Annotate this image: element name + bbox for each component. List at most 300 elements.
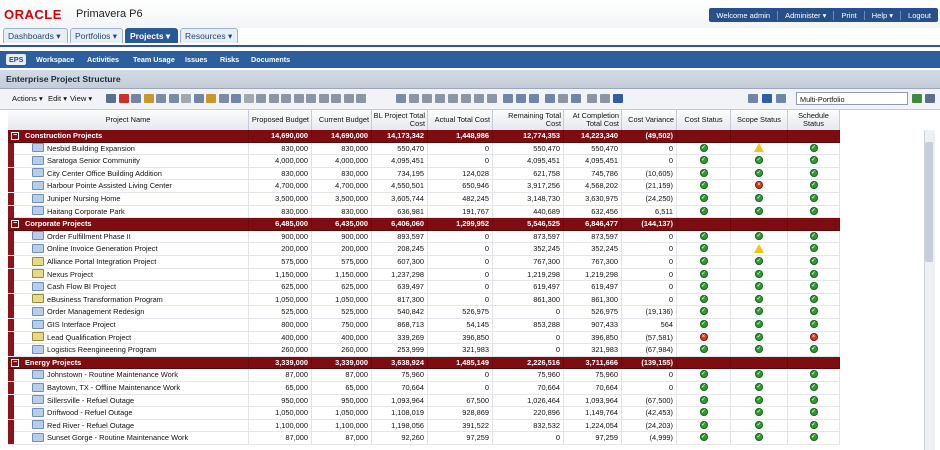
toolbar-icon-button[interactable] [319,94,329,103]
column-header-3[interactable]: BL Project Total Cost [372,110,428,130]
status-cell [731,193,788,205]
ok-status-icon: ✓ [756,232,762,239]
value-cell: 907,433 [564,319,622,331]
project-name-cell [8,420,249,432]
project-name[interactable]: Alliance Portal Integration Project [47,257,157,266]
nav-tab-1[interactable]: Portfolios ▾ [70,28,123,43]
value-cell: 200,000 [312,243,372,255]
value-cell: 830,000 [312,168,372,180]
status-cell [731,155,788,167]
value-cell: 0 [493,344,564,356]
value-cell: 14,173,342 [372,130,428,142]
value-cell: 391,522 [428,420,493,432]
nav-tab-2[interactable]: Projects ▾ [125,28,178,43]
page-title-bar [0,70,940,89]
subtab-2[interactable]: Activities [87,55,119,64]
status-cell [677,143,731,155]
eps-level-bar [8,432,14,444]
value-cell: 1,093,964 [372,395,428,407]
project-name[interactable]: Johnstown - Routine Maintenance Work [47,370,178,380]
table-row[interactable] [8,180,840,193]
value-cell: 861,300 [564,294,622,306]
oracle-logo: ORACLE [4,7,62,22]
project-folder-icon [32,282,44,291]
value-cell: 1,219,298 [493,269,564,281]
project-name[interactable]: Order Management Redesign [47,307,145,317]
value-cell: 3,630,975 [564,193,622,205]
project-name[interactable]: Construction Projects [25,131,103,140]
status-cell [677,256,731,268]
toolbar-icon-button[interactable] [529,94,539,103]
ok-status-icon: ✓ [810,195,817,202]
value-cell: 550,470 [564,143,622,155]
sub-nav [0,51,940,68]
table-row[interactable] [8,294,840,307]
toolbar-icon-button[interactable] [281,94,291,103]
value-cell: 900,000 [249,231,312,243]
column-header-8[interactable]: Cost Status [677,110,731,130]
table-row[interactable] [8,407,840,420]
toolbar-menu-2[interactable]: View ▾ [70,94,93,103]
project-name-cell [8,269,249,281]
table-row[interactable] [8,206,840,219]
group-row[interactable] [8,218,840,231]
status-cell [677,281,731,293]
project-name[interactable]: Juniper Nursing Home [47,194,121,203]
toolbar-icon-button[interactable] [181,94,191,103]
userbar-item-2[interactable]: Print [833,11,863,20]
project-name[interactable]: Nesbid Building Expansion [47,143,135,153]
warning-status-icon [754,143,764,152]
status-cell [677,168,731,180]
project-name[interactable]: Baytown, TX - Offline Maintenance Work [47,383,181,392]
project-name[interactable]: Sillersville - Refuel Outage [47,395,135,405]
value-cell: 1,100,000 [249,420,312,432]
value-cell: 550,470 [493,143,564,155]
value-cell: 0 [622,269,677,281]
value-cell: 3,638,924 [372,357,428,369]
table-row[interactable] [8,155,840,168]
value-cell: 6,435,000 [312,218,372,230]
value-cell: 830,000 [312,143,372,155]
toolbar-menu-0[interactable]: Actions ▾ [12,94,43,103]
project-folder-icon [32,383,44,392]
value-cell: 0 [622,143,677,155]
value-cell: 6,511 [622,206,677,218]
table-row[interactable] [8,243,840,256]
status-cell [677,395,731,407]
project-name[interactable]: Online Invoice Generation Project [47,244,158,254]
value-cell: (42,453) [622,407,677,419]
project-name[interactable]: City Center Office Building Addition [47,168,162,178]
ok-status-icon: ✓ [756,333,762,340]
project-folder-icon [32,420,44,429]
toolbar-icon-button[interactable] [448,94,458,103]
value-cell: (139,155) [622,357,677,369]
status-cell [677,420,731,432]
toolbar-icon-button[interactable] [169,94,179,103]
project-name[interactable]: Sunset Gorge - Routine Maintenance Work [47,433,189,443]
table-row[interactable] [8,319,840,332]
value-cell: 0 [428,369,493,381]
subtab-3[interactable]: Team Usage [133,55,175,64]
project-folder-icon [32,370,44,379]
table-row[interactable] [8,269,840,282]
ok-status-icon: ✓ [700,396,707,403]
toolbar-icon-button[interactable] [422,94,432,103]
toolbar-icon-button[interactable] [587,94,597,103]
ok-status-icon: ✓ [810,308,817,315]
value-cell: 1,026,464 [493,395,564,407]
project-name-cell [8,256,249,268]
userbar-item-3[interactable]: Help ▾ [864,11,900,20]
toolbar-menu-1[interactable]: Edit ▾ [48,94,68,103]
column-header-9[interactable]: Scope Status [731,110,788,130]
value-cell: 6,406,060 [372,218,428,230]
value-cell: 526,975 [428,306,493,318]
status-cell [788,332,840,344]
value-cell: 3,339,000 [249,357,312,369]
ok-status-icon: ✓ [700,270,707,277]
toolbar-icon-button[interactable] [206,94,216,103]
ok-status-icon: ✓ [810,421,817,428]
table-row[interactable] [8,332,840,345]
table-row[interactable] [8,281,840,294]
group-row[interactable] [8,130,840,143]
value-cell: 575,000 [249,256,312,268]
value-cell: 830,000 [312,206,372,218]
table-row[interactable] [8,382,840,395]
toolbar-icon-button[interactable] [244,94,254,103]
toolbar-icon-button[interactable] [435,94,445,103]
value-cell: 0 [622,243,677,255]
project-name-cell [8,281,249,293]
project-name[interactable]: eBusiness Transformation Program [47,294,163,304]
table-row[interactable] [8,420,840,433]
value-cell: 1,093,964 [564,395,622,407]
value-cell: 3,605,744 [372,193,428,205]
toolbar-icon-button[interactable] [306,94,316,103]
value-cell: 0 [428,281,493,293]
value-cell: 0 [428,155,493,167]
value-cell: 1,448,986 [428,130,493,142]
status-cell [677,369,731,381]
value-cell: 0 [622,155,677,167]
project-folder-icon [32,320,44,329]
project-name-cell [8,407,249,419]
status-cell [731,332,788,344]
value-cell: 396,850 [428,332,493,344]
ok-status-icon: ✓ [756,384,762,391]
eps-level-bar [8,407,14,419]
table-row[interactable] [8,432,840,445]
eps-level-bar [8,243,14,255]
ok-status-icon: ✓ [700,308,707,315]
value-cell: (19,136) [622,306,677,318]
toolbar-icon-button[interactable] [106,94,116,103]
project-name[interactable]: Nexus Project [47,269,94,279]
value-cell: 0 [622,231,677,243]
table-row[interactable] [8,168,840,181]
ok-status-icon: ✓ [756,270,762,277]
status-cell [677,193,731,205]
toolbar-icon-button[interactable] [269,94,279,103]
value-cell: 632,456 [564,206,622,218]
column-header-7[interactable]: Cost Variance [622,110,677,130]
value-cell: 75,960 [564,369,622,381]
project-name[interactable]: Energy Projects [25,357,82,367]
table-row[interactable] [8,306,840,319]
nav-tab-3[interactable]: Resources ▾ [180,28,238,43]
ok-status-icon: ✓ [756,396,762,403]
value-cell: 14,690,000 [249,130,312,142]
table-row[interactable] [8,231,840,244]
ok-status-icon: ✓ [810,232,817,239]
ok-status-icon: ✓ [756,283,762,290]
toolbar-icon-button[interactable] [600,94,610,103]
column-header-0[interactable]: Project Name [8,110,249,130]
nav-tab-0[interactable]: Dashboards ▾ [3,28,68,43]
value-cell: (24,250) [622,193,677,205]
ok-status-icon: ✓ [700,207,707,214]
toolbar-icon-button[interactable] [487,94,497,103]
value-cell: 767,300 [493,256,564,268]
eps-level-bar [8,231,14,243]
ok-status-icon: ✓ [810,321,817,328]
project-name[interactable]: GIS Interface Project [47,320,116,329]
column-header-2[interactable]: Current Budget [312,110,372,130]
eps-level-bar [8,420,14,432]
status-cell [788,432,840,444]
status-cell [677,382,731,394]
eps-level-bar [8,382,14,394]
status-cell [788,193,840,205]
project-folder-icon [32,433,44,442]
toolbar-icon-button[interactable] [396,94,406,103]
value-cell: (24,203) [622,420,677,432]
toolbar-icon-button[interactable] [119,94,129,103]
subtab-5[interactable]: Risks [220,55,240,64]
main-nav [0,28,940,47]
value-cell: 482,245 [428,193,493,205]
project-name[interactable]: Cash Flow BI Project [47,282,117,292]
status-cell [731,357,788,369]
value-cell: 54,145 [428,319,493,331]
project-name[interactable]: Harbour Pointe Assisted Living Center [47,181,172,191]
eps-level-bar [8,143,14,155]
status-cell [788,218,840,230]
ok-status-icon: ✓ [810,245,817,252]
column-header-10[interactable]: Schedule Status [788,110,840,130]
status-cell [788,281,840,293]
toolbar-icon-button[interactable] [545,94,555,103]
value-cell: 0 [428,294,493,306]
toolbar-icon-button[interactable] [474,94,484,103]
ok-status-icon: ✓ [700,384,707,391]
ok-status-icon: ✓ [700,434,707,441]
page-title: Enterprise Project Structure [6,74,121,84]
column-header-6[interactable]: At Completion Total Cost [564,110,622,130]
value-cell: 4,700,000 [249,180,312,192]
project-name[interactable]: Red River - Refuel Outage [47,420,135,430]
value-cell: 1,150,000 [249,269,312,281]
project-name[interactable]: Logistics Reengineering Program [47,345,157,355]
project-name-cell [8,357,249,369]
value-cell: 767,300 [564,256,622,268]
toolbar-icon-button[interactable] [344,94,354,103]
value-cell: 400,000 [312,332,372,344]
collapse-toggle-icon[interactable]: − [12,220,18,228]
value-cell: 3,917,256 [493,180,564,192]
subtab-4[interactable]: Issues [185,55,208,64]
toolbar-icon-button[interactable] [613,94,623,103]
project-name[interactable]: Lead Qualification Project [47,332,132,342]
status-cell [677,243,731,255]
value-cell: 0 [493,306,564,318]
table-row[interactable] [8,193,840,206]
toolbar-icon-button[interactable] [156,94,166,103]
value-cell: 0 [493,332,564,344]
project-name[interactable]: Haitang Corporate Park [47,206,125,216]
status-cell [731,395,788,407]
toolbar-icon-button[interactable] [144,94,154,103]
toolbar-icon-button[interactable] [231,94,241,103]
value-cell: 0 [428,143,493,155]
value-cell: 1,050,000 [312,407,372,419]
scrollbar-thumb[interactable] [925,142,933,262]
toolbar-icon-button[interactable] [331,94,341,103]
toolbar-icon-button[interactable] [294,94,304,103]
table-row[interactable] [8,344,840,357]
status-cell [731,319,788,331]
toolbar-icon-button[interactable] [571,94,581,103]
table-row[interactable] [8,395,840,408]
workflow-project-icon [32,269,44,278]
ok-status-icon: ✓ [756,434,762,441]
table-row[interactable] [8,143,840,156]
column-header-4[interactable]: Actual Total Cost [428,110,493,130]
workflow-project-icon [32,257,44,266]
status-cell [731,206,788,218]
table-row[interactable] [8,256,840,269]
toolbar-icon-button[interactable] [256,94,266,103]
status-cell [788,407,840,419]
workflow-project-icon [32,294,44,303]
eps-level-bar [8,319,14,331]
value-cell: 873,597 [564,231,622,243]
status-cell [788,382,840,394]
layout-icon-button[interactable] [776,94,786,103]
value-cell: (67,984) [622,344,677,356]
subtab-1[interactable]: Workspace [36,55,75,64]
value-cell: 4,000,000 [249,155,312,167]
portfolio-select[interactable]: Multi-Portfolio [796,92,908,105]
table-row[interactable] [8,369,840,382]
value-cell: 92,260 [372,432,428,444]
value-cell: 0 [493,432,564,444]
project-name[interactable]: Driftwood - Refuel Outage [47,408,133,418]
ok-status-icon: ✓ [756,169,762,176]
ok-status-icon: ✓ [700,144,707,151]
value-cell: 928,869 [428,407,493,419]
value-cell: 67,500 [428,395,493,407]
project-folder-icon [32,408,44,417]
value-cell: 352,245 [564,243,622,255]
layout-icon-button[interactable] [748,94,758,103]
project-folder-icon [32,168,44,177]
project-folder-icon [32,307,44,316]
value-cell: 0 [622,281,677,293]
value-cell: 1,299,952 [428,218,493,230]
value-cell: 4,095,451 [564,155,622,167]
project-folder-icon [32,244,44,253]
value-cell: 734,195 [372,168,428,180]
subtab-6[interactable]: Documents [251,55,291,64]
project-name[interactable]: Order Fulfillment Phase II [47,231,131,241]
column-header-5[interactable]: Remaining Total Cost [493,110,564,130]
layout-icon-button[interactable] [762,94,772,103]
value-cell: 75,960 [493,369,564,381]
value-cell: 4,700,000 [312,180,372,192]
value-cell: 65,000 [249,382,312,394]
status-cell [788,294,840,306]
value-cell: 352,245 [493,243,564,255]
ok-status-icon: ✓ [756,421,762,428]
column-header-1[interactable]: Proposed Budget [249,110,312,130]
ok-status-icon: ✓ [700,157,707,164]
userbar-item-4[interactable]: Logout [900,11,938,20]
toolbar-icon-button[interactable] [503,94,513,103]
toolbar-icon-button[interactable] [558,94,568,103]
toolbar-icon-button[interactable] [461,94,471,103]
options-icon-button[interactable] [925,94,935,103]
ok-status-icon: ✓ [700,245,707,252]
project-name[interactable]: Corporate Projects [25,219,92,229]
value-cell: 1,050,000 [312,294,372,306]
collapse-toggle-icon[interactable]: − [12,358,18,366]
collapse-toggle-icon[interactable]: − [12,132,18,139]
toolbar-icon-button[interactable] [409,94,419,103]
project-folder-icon [32,194,44,203]
value-cell: 260,000 [312,344,372,356]
ok-status-icon: ✓ [700,169,707,176]
userbar-item-0[interactable]: Welcome admin [716,10,771,20]
ok-status-icon: ✓ [700,409,707,416]
ok-status-icon: ✓ [810,384,817,391]
ok-status-icon: ✓ [700,232,707,239]
project-name[interactable]: Saratoga Senior Community [47,156,140,166]
status-cell [677,357,731,369]
group-row[interactable] [8,357,840,370]
status-cell [731,243,788,255]
toolbar-icon-button[interactable] [194,94,204,103]
eps-level-bar [8,206,14,218]
filter-icon-button[interactable] [912,94,922,103]
toolbar-icon-button[interactable] [356,94,366,103]
toolbar-icon-button[interactable] [131,94,141,103]
toolbar-icon-button[interactable] [516,94,526,103]
userbar-item-1[interactable]: Administer ▾ [777,11,833,20]
eps-level-bar [8,168,14,180]
value-cell: 619,497 [493,281,564,293]
ok-status-icon: ✓ [700,421,707,428]
grid-header [8,110,840,131]
value-cell: 321,983 [564,344,622,356]
ok-status-icon: ✓ [700,283,707,290]
toolbar-icon-button[interactable] [219,94,229,103]
value-cell: 14,690,000 [312,130,372,142]
subtab-0[interactable]: EPS [6,54,26,65]
